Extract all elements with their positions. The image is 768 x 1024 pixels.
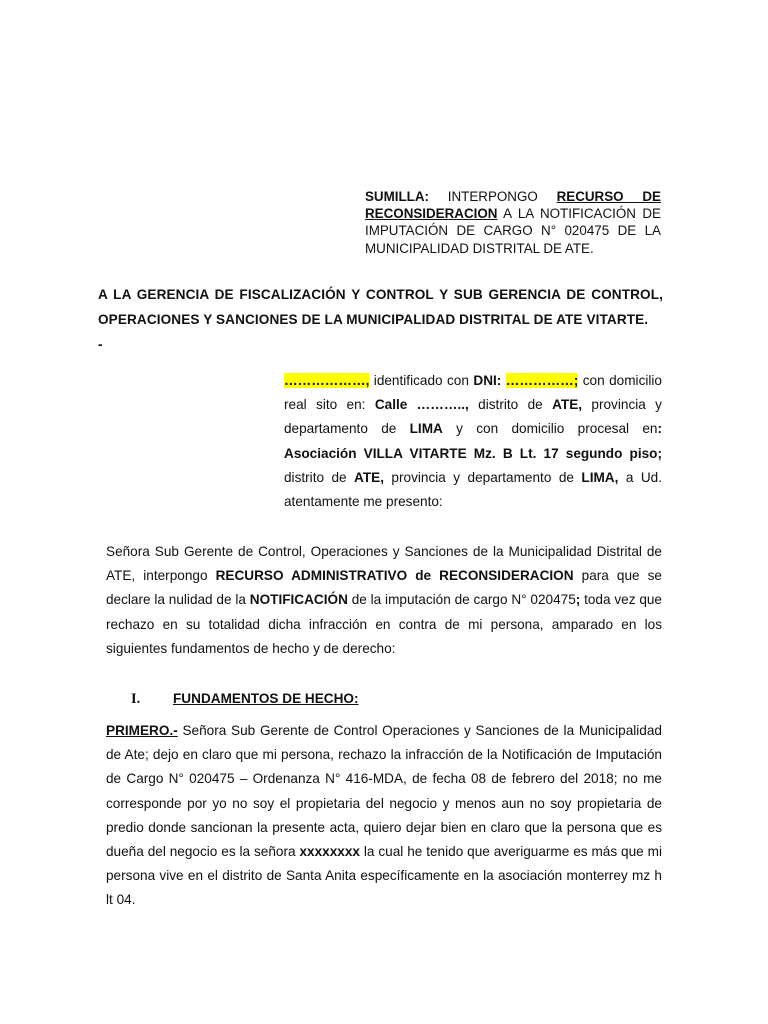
ident-text-4: distrito de xyxy=(468,397,553,413)
intro-text-1: Señora Sub Gerente de Control, Operaciones y Sanciones de la Municipalidad Distrital de ATE, interpongo xyxy=(106,544,662,584)
calle-value xyxy=(375,397,469,412)
intro-notificacion: NOTIFICACIÓN xyxy=(249,592,348,608)
ident-text-3: con domicilio real sito en: xyxy=(284,373,662,413)
lima-1: LIMA xyxy=(409,421,443,437)
addressee-block xyxy=(98,282,663,357)
identification-paragraph xyxy=(284,369,662,514)
intro-text-4: toda vez que rechazo en su totalidad dicha infracción en contra de mi persona, amparado en los siguientes fundamentos de hecho y de derecho: xyxy=(106,592,662,656)
sumilla-label: SUMILLA: xyxy=(365,189,429,204)
primero-text-1: Señora Sub Gerente de Control Operaciones y Sanciones de la Municipalidad de Ate; dejo en claro que mi persona, rechazo la infracción de la Notificación de Imputación de Cargo N° 020475 – Ordenanza N° 416-MDA, de fecha 08 de febrero del 2018; no me corresponde por yo no soy el propietaria del negocio y menos aun no soy propietaria de predio donde sancionan la presente acta, quiero dejar bien en claro que la persona que es dueña del negocio es la señora xyxy=(106,723,662,860)
section-heading xyxy=(131,689,531,709)
ident-text-9: a Ud. atentamente me presento: xyxy=(284,469,662,510)
ate-2: ATE, xyxy=(354,469,384,485)
dni-label: DNI: xyxy=(473,373,502,388)
intro-text-3: de la imputación de cargo N° 020475 xyxy=(347,592,576,608)
intro-recurso: RECURSO ADMINISTRATIVO de RECONSIDERACION xyxy=(215,568,574,584)
primero-paragraph xyxy=(106,719,662,913)
intro-text-2: para que se declare la nulidad de la xyxy=(106,568,662,608)
ate-1: ATE, xyxy=(552,397,583,413)
name-blank: ………………, xyxy=(284,373,370,388)
sumilla-recurso: RECURSO DE RECONSIDERACION xyxy=(365,189,661,222)
dni-blank: ……………; xyxy=(505,373,579,388)
ident-text-1: identificado con xyxy=(369,373,474,388)
sumilla-block xyxy=(365,188,661,257)
primero-text-2: la cual he tenido que averiguarme es más que mi persona vive en el distrito de Santa Anita específicamente en la asociación monterrey mz h lt 04. xyxy=(106,844,662,908)
ident-text-7: distrito de xyxy=(284,469,355,485)
domicilio-procesal: : Asociación VILLA VITARTE Mz. B Lt. 17 segundo piso; xyxy=(284,421,663,461)
section-number: I. xyxy=(131,691,141,707)
ident-text-6: y con domicilio procesal en xyxy=(442,421,658,437)
primero-name: xxxxxxxx xyxy=(299,844,360,860)
ident-text-5: provincia y departamento de xyxy=(284,397,662,437)
addressee-trail: - xyxy=(98,337,103,352)
intro-paragraph xyxy=(106,540,662,661)
lima-2: LIMA, xyxy=(581,469,619,485)
ident-text-8: provincia y departamento de xyxy=(384,469,582,485)
primero-label: PRIMERO.- xyxy=(106,723,178,738)
sumilla-text-1: INTERPONGO xyxy=(428,189,557,204)
addressee-line: A LA GERENCIA DE FISCALIZACIÓN Y CONTROL Y SUB GERENCIA DE CONTROL, OPERACIONES Y SANCIONES DE LA MUNICIPALIDAD DISTRITAL DE ATE VITARTE. xyxy=(98,287,663,327)
intro-semicolon: ; xyxy=(575,592,581,608)
sumilla-text-2: A LA NOTIFICACIÓN DE IMPUTACIÓN DE CARGO N° 020475 DE LA MUNICIPALIDAD DISTRITAL DE ATE. xyxy=(365,206,661,256)
calle-text: Calle ……….., xyxy=(374,397,469,413)
section-title: FUNDAMENTOS DE HECHO: xyxy=(173,691,359,706)
